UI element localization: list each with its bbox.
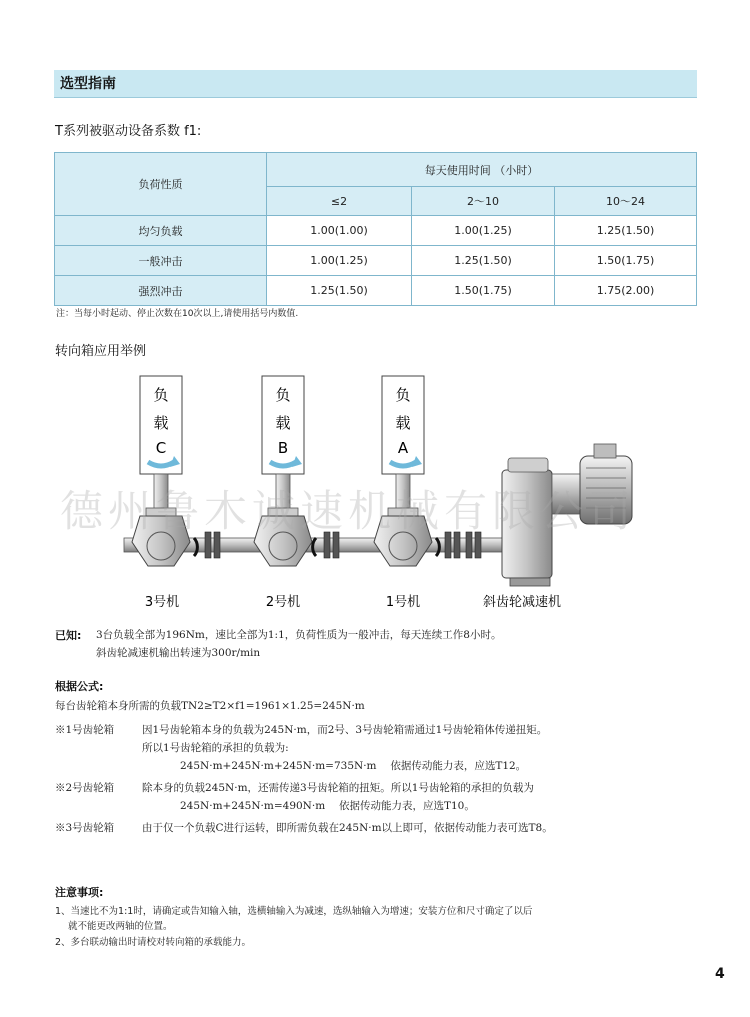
notice-item-2: 2、多台联动输出时请校对转向箱的承载能力。 <box>55 937 252 948</box>
table-cell: 1.00(1.25) <box>412 216 555 246</box>
load-a-letter: A <box>397 439 409 457</box>
load-c-char2: 载 <box>153 414 169 432</box>
formula-line: 每台齿轮箱本身所需的负载TN2≥T2×f1=1961×1.25=245N·m <box>55 700 365 712</box>
known-line-2: 斜齿轮减速机输出转速为300r/min <box>96 647 261 659</box>
daily-hours-header: 每天使用时间 （小时） <box>267 153 697 187</box>
table-row <box>55 216 697 246</box>
gearbox-3-name: ※3号齿轮箱 <box>55 822 115 834</box>
gearbox-2-line-1: 除本身的负载245N·m，还需传递3号齿轮箱的扭矩。所以1号齿轮箱的承担的负载为 <box>142 782 534 794</box>
gearbox-1-line-3: 245N·m+245N·m+245N·m=735N·m 依据传动能力表，应选T12。 <box>180 760 527 772</box>
row-label: 均匀负载 <box>55 216 267 246</box>
gearbox-2-line-2: 245N·m+245N·m=490N·m 依据传动能力表，应选T10。 <box>180 800 475 812</box>
formula-label: 根据公式: <box>55 680 104 693</box>
gearbox-3-line-1: 由于仅一个负载C进行运转，即所需负载在245N·m以上即可，依据传动能力表可选T8。 <box>142 822 553 834</box>
load-a-char1: 负 <box>395 386 411 404</box>
table-cell: 1.75(2.00) <box>555 276 697 306</box>
table-cell: 1.25(1.50) <box>555 216 697 246</box>
page-number: 4 <box>715 966 725 982</box>
known-line-1: 3台负载全部为196Nm，速比全部为1:1，负荷性质为一般冲击，每天连续工作8小时。 <box>96 629 502 641</box>
notice-label: 注意事项: <box>55 886 104 899</box>
coefficient-table <box>54 152 697 306</box>
table-row <box>55 276 697 306</box>
notice-item-1: 1、当速比不为1:1时，请确定或告知输入轴，选横轴输入为减速，选纵轴输入为增速；安装方位和尺寸确定了以后 <box>55 906 533 917</box>
table-cell: 1.50(1.75) <box>412 276 555 306</box>
watermark: 德州鲁木诚速机械有限公司 <box>60 487 636 537</box>
load-c-letter: C <box>155 439 167 457</box>
table-note: 注：当每小时起动、停止次数在10次以上,请使用括号内数值. <box>56 309 299 319</box>
load-a-char2: 载 <box>395 414 411 432</box>
section-title: 选型指南 <box>54 70 697 98</box>
notice-item-1b: 就不能更改两轴的位置。 <box>68 921 173 932</box>
time-range-1: ≤2 <box>267 187 412 216</box>
time-range-3: 10～24 <box>555 187 697 216</box>
load-b-letter: B <box>277 439 289 457</box>
table-row <box>55 246 697 276</box>
machine-label-reducer: 斜齿轮减速机 <box>482 595 562 610</box>
table-cell: 1.50(1.75) <box>555 246 697 276</box>
gearbox-1-line-2: 所以1号齿轮箱的承担的负载为: <box>142 742 289 754</box>
gearbox-1-line-1: 因1号齿轮箱本身的负载为245N·m，而2号、3号齿轮箱需通过1号齿轮箱体传递扭矩。 <box>142 724 548 736</box>
machine-label-2: 2号机 <box>265 595 301 610</box>
table-cell: 1.00(1.25) <box>267 246 412 276</box>
gearbox-2-name: ※2号齿轮箱 <box>55 782 115 794</box>
table-title: T系列被驱动设备系数 f1: <box>55 124 202 139</box>
example-title: 转向箱应用举例 <box>55 344 147 359</box>
load-nature-header: 负荷性质 <box>55 153 267 216</box>
gearbox-1-name: ※1号齿轮箱 <box>55 724 115 736</box>
row-label: 一般冲击 <box>55 246 267 276</box>
table-cell: 1.25(1.50) <box>412 246 555 276</box>
load-b-char2: 载 <box>275 414 291 432</box>
load-c-char1: 负 <box>153 386 169 404</box>
machine-label-1: 1号机 <box>385 595 421 610</box>
table-cell: 1.25(1.50) <box>267 276 412 306</box>
known-label: 已知: <box>55 629 82 642</box>
load-b-char1: 负 <box>275 386 291 404</box>
table-cell: 1.00(1.00) <box>267 216 412 246</box>
machine-label-3: 3号机 <box>144 595 180 610</box>
time-range-2: 2～10 <box>412 187 555 216</box>
row-label: 强烈冲击 <box>55 276 267 306</box>
